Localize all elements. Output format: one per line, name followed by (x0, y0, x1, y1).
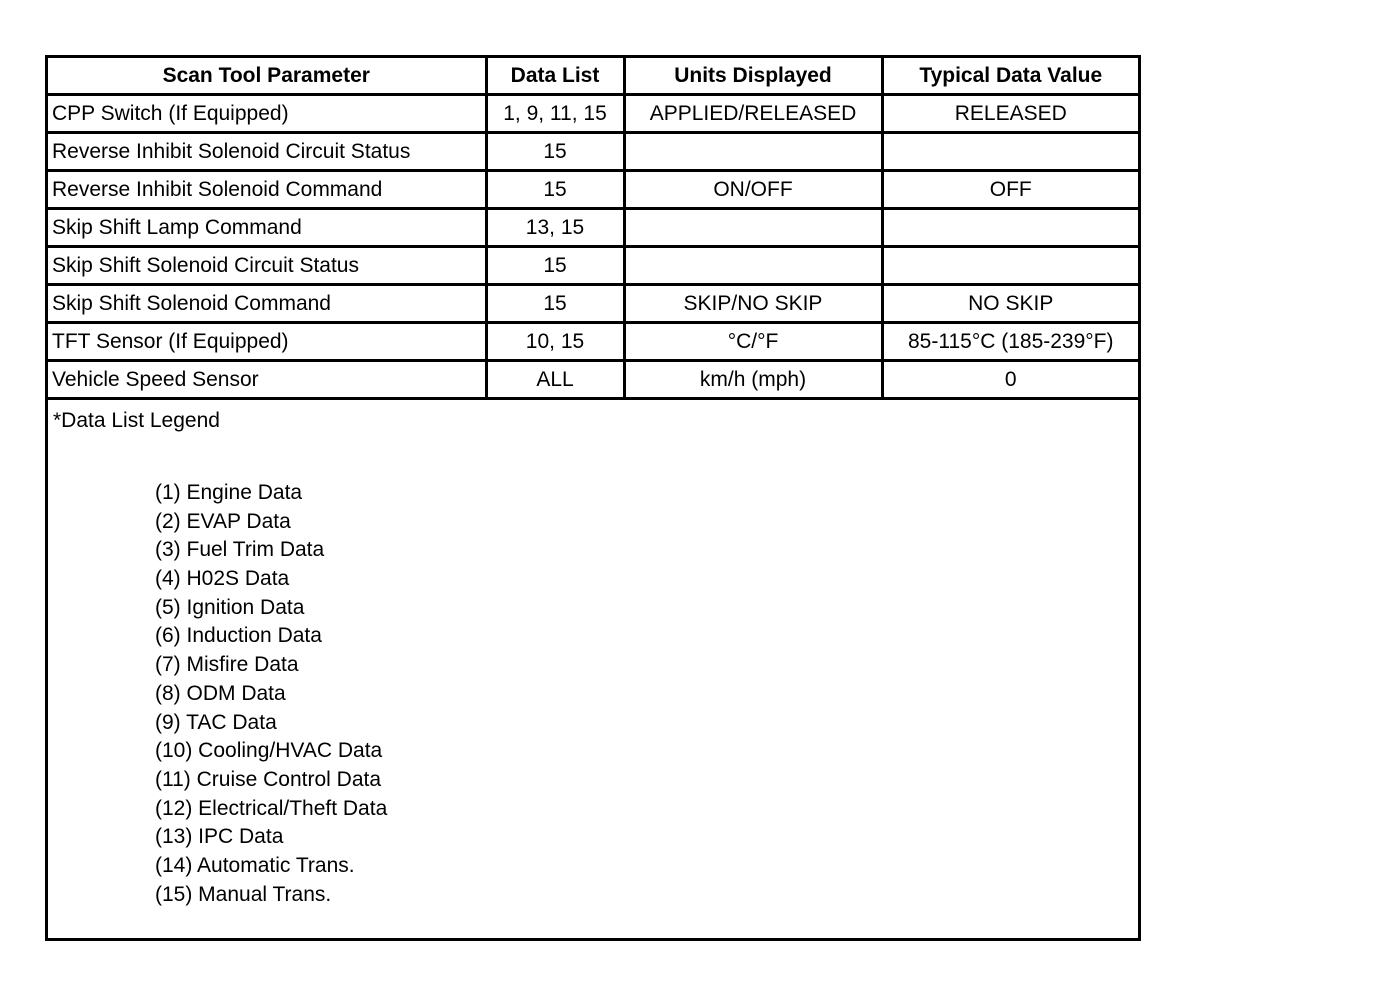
legend-item: (6) Induction Data (155, 624, 322, 648)
table-row (48, 209, 1138, 247)
scan-tool-parameter-table (48, 58, 1138, 400)
typical-value-cell: 0 (882, 361, 1138, 399)
table-row (48, 361, 1138, 399)
units-cell (624, 209, 882, 247)
legend-item: (12) Electrical/Theft Data (155, 796, 388, 820)
parameter-cell: CPP Switch (If Equipped) (48, 95, 486, 133)
typical-value-cell: NO SKIP (882, 285, 1138, 323)
table-header-row (48, 58, 1138, 95)
legend-item: (1) Engine Data (155, 481, 303, 504)
data-list-cell: 10, 15 (486, 323, 624, 361)
units-cell: °C/°F (624, 323, 882, 361)
legend-item: (3) Fuel Trim Data (155, 538, 325, 562)
data-list-cell: 1, 9, 11, 15 (486, 95, 624, 133)
units-cell: km/h (mph) (624, 361, 882, 399)
header-typical-data-value: Typical Data Value (882, 58, 1138, 95)
parameter-cell: Reverse Inhibit Solenoid Circuit Status (48, 133, 486, 171)
header-data-list: Data List (486, 58, 624, 95)
header-units-displayed: Units Displayed (624, 58, 882, 95)
parameter-cell: Skip Shift Solenoid Command (48, 285, 486, 323)
data-list-cell: 15 (486, 171, 624, 209)
legend-item: (14) Automatic Trans. (155, 853, 355, 877)
legend-title: *Data List Legend (53, 409, 220, 432)
data-list-cell: 13, 15 (486, 209, 624, 247)
parameter-cell: Skip Shift Solenoid Circuit Status (48, 247, 486, 285)
units-cell (624, 133, 882, 171)
parameter-cell: TFT Sensor (If Equipped) (48, 323, 486, 361)
legend-item: (13) IPC Data (155, 825, 284, 849)
scan-tool-data-document (45, 55, 1141, 941)
legend-item: (9) TAC Data (155, 710, 277, 734)
typical-value-cell: 85-115°C (185-239°F) (882, 323, 1138, 361)
table-row (48, 171, 1138, 209)
parameter-cell: Skip Shift Lamp Command (48, 209, 486, 247)
legend-item: (10) Cooling/HVAC Data (155, 739, 383, 763)
parameter-cell: Vehicle Speed Sensor (48, 361, 486, 399)
units-cell: ON/OFF (624, 171, 882, 209)
data-list-cell: 15 (486, 133, 624, 171)
legend-item: (8) ODM Data (155, 681, 286, 705)
data-list-legend (48, 400, 1138, 909)
units-cell: APPLIED/RELEASED (624, 95, 882, 133)
typical-value-cell (882, 209, 1138, 247)
legend-item: (11) Cruise Control Data (155, 767, 382, 791)
typical-value-cell (882, 247, 1138, 285)
units-cell: SKIP/NO SKIP (624, 285, 882, 323)
typical-value-cell (882, 133, 1138, 171)
table-row (48, 323, 1138, 361)
parameter-cell: Reverse Inhibit Solenoid Command (48, 171, 486, 209)
header-scan-tool-parameter: Scan Tool Parameter (48, 58, 486, 95)
legend-list (155, 479, 1138, 909)
legend-item: (2) EVAP Data (155, 509, 291, 533)
typical-value-cell: RELEASED (882, 95, 1138, 133)
data-list-cell: 15 (486, 285, 624, 323)
typical-value-cell: OFF (882, 171, 1138, 209)
table-row (48, 247, 1138, 285)
table-row (48, 133, 1138, 171)
legend-item: (15) Manual Trans. (155, 882, 332, 906)
table-row (48, 285, 1138, 323)
legend-item: (5) Ignition Data (155, 595, 305, 619)
data-list-cell: ALL (486, 361, 624, 399)
units-cell (624, 247, 882, 285)
data-list-cell: 15 (486, 247, 624, 285)
legend-item: (7) Misfire Data (155, 653, 299, 677)
legend-item: (4) H02S Data (155, 567, 290, 591)
table-row (48, 95, 1138, 133)
